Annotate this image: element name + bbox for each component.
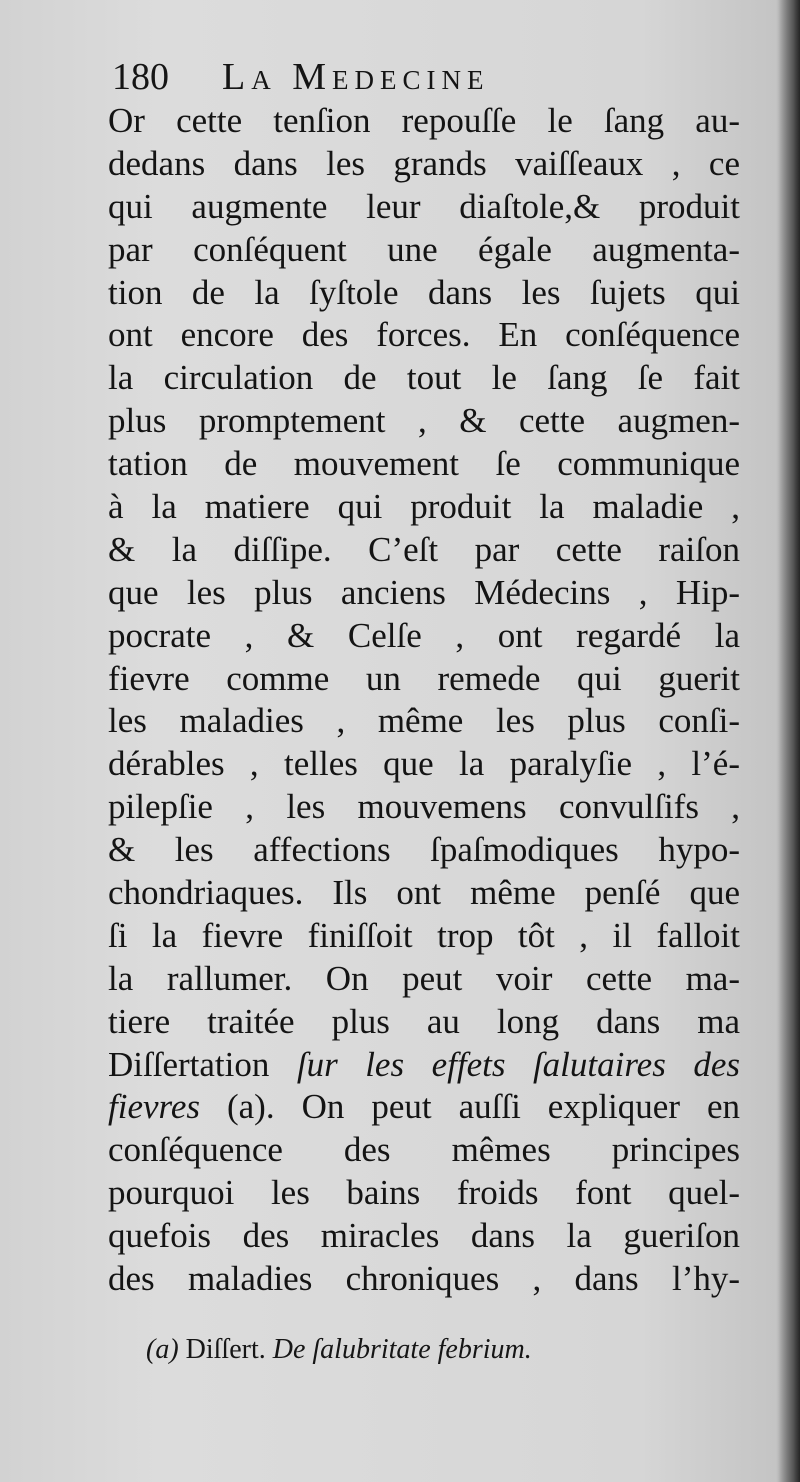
text-line: conſéquence des mêmes principes [108,1130,740,1170]
text-line: pourquoi les bains froids font quel- [108,1173,740,1213]
text-line: par conſéquent une égale augmenta- [108,229,740,269]
text-line: la rallumer. On peut voir cette ma- [108,958,740,998]
text-line: tion de la ſyſtole dans les ſujets qui [108,272,740,312]
text-line: des maladies chroniques , dans l’hy- [108,1259,740,1299]
text-line: chondriaques. Ils ont même penſé que [108,873,740,913]
running-head [112,52,632,102]
text-line-mixed [108,1044,740,1087]
text-line: plus promptement , & cette augmen- [108,401,740,441]
running-title: La Medecine [222,56,490,98]
text-roman: (a). On peut auſſi expliquer en [200,1087,740,1127]
text-line: à la matiere qui produit la maladie , [108,487,740,527]
footnote-roman: Diſſert. [185,1334,266,1365]
footnote-italic: De ſalubritate febrium. [272,1334,532,1365]
page-edge-shadow [778,0,800,1482]
text-line: & la diſſipe. C’eſt par cette raiſon [108,529,740,569]
text-line: ont encore des forces. En conſéquence [108,315,740,355]
text-line: qui augmente leur diaſtole,& produit [108,186,740,226]
text-italic: ſur les effets ſalutaires des [296,1044,740,1084]
page-number: 180 [112,56,169,98]
text-line: tation de mouvement ſe communique [108,444,740,484]
text-line: & les affections ſpaſmodiques hypo- [108,830,740,870]
text-line: Or cette tenſion repouſſe le ſang au- [108,101,740,140]
text-roman: Diſſertation [108,1044,297,1084]
text-italic: fievres [108,1087,200,1127]
text-line: dérables , telles que la paralyſie , l’é- [108,744,740,784]
text-line: dedans dans les grands vaiſſeaux , ce [108,143,740,183]
text-line: ſi la fievre finiſſoit trop tôt , il falloit [108,915,740,955]
footnote-marker: (a) [146,1334,179,1365]
text-line: que les plus anciens Médecins , Hip- [108,572,740,612]
body-text [108,100,740,1301]
text-line: tiere traitée plus au long dans ma [108,1001,740,1041]
text-line: fievre comme un remede qui guerit [108,658,740,698]
text-line: quefois des miracles dans la gueriſon [108,1216,740,1256]
text-line: pocrate , & Celſe , ont regardé la [108,615,740,655]
text-line-mixed [108,1086,740,1129]
text-line: pilepſie , les mouvemens convulſifs , [108,787,740,827]
text-line: les maladies , même les plus conſi- [108,701,740,741]
text-line: la circulation de tout le ſang ſe fait [108,358,740,398]
footnote [146,1330,666,1370]
